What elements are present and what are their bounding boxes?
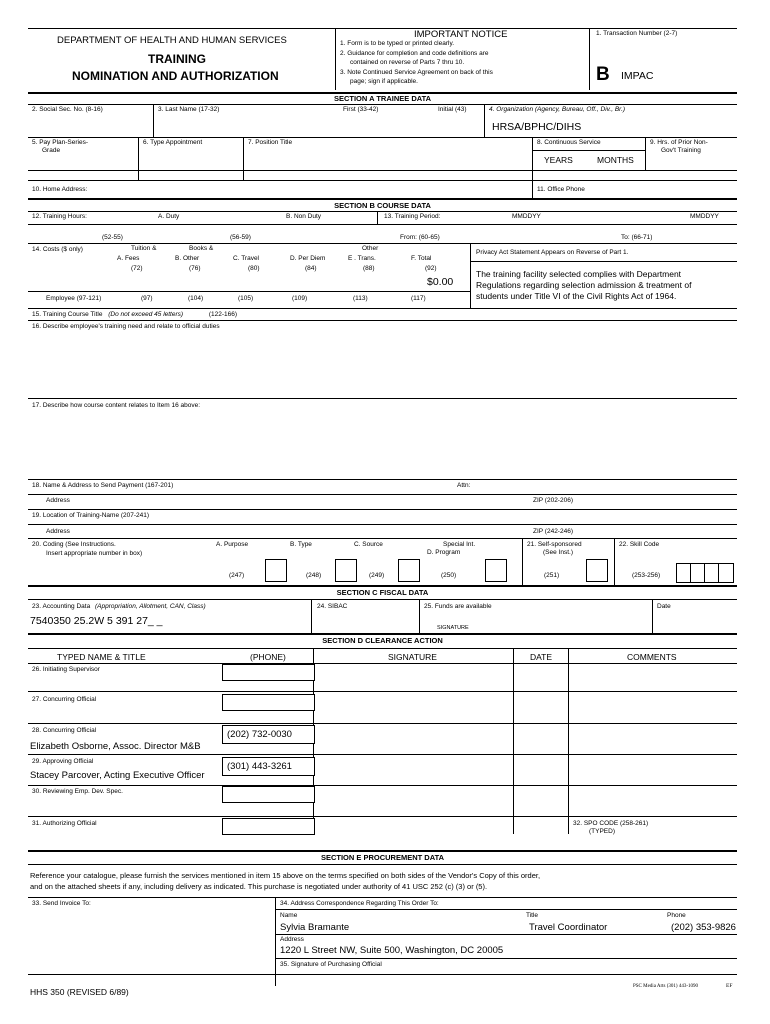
comments-header: COMMENTS	[627, 652, 677, 662]
notice-item-1: 1. Form is to be typed or printed clearly.	[340, 40, 455, 47]
notice-item-2a: 2. Guidance for completion and code definitions are	[340, 50, 489, 57]
home-address-label: 10. Home Address:	[32, 186, 88, 193]
section-b-title: SECTION B COURSE DATA	[334, 201, 431, 210]
per-diem-label: D. Per Diem	[290, 255, 326, 262]
first-name-label: First (33-42)	[343, 106, 379, 113]
funds-date-label: Date	[657, 603, 671, 610]
employee-label: Employee (97-121)	[46, 295, 102, 302]
purpose-code-box[interactable]	[265, 559, 287, 582]
coding-instructions: Insert appropriate number in box)	[46, 550, 143, 557]
self-sponsored-code: (251)	[544, 572, 560, 579]
typed-name-header: TYPED NAME & TITLE	[57, 652, 146, 662]
costs-label: 14. Costs ($ only)	[32, 246, 83, 253]
publisher-note: PSC Media Arts (301) 443-1090	[633, 984, 698, 989]
tuition-label-b: A. Fees	[117, 255, 140, 262]
appointment-type-label: 6. Type Appointment	[143, 139, 203, 146]
procurement-text-2: and on the attached sheets if any, including delivery as indicated. This purchase is negotiated under authority of 41 USC 252 (c) (3) or (5).	[30, 882, 488, 891]
course-title-label	[32, 312, 237, 319]
continuous-service-label: 8. Continuous Service	[537, 139, 601, 146]
source-label: C. Source	[354, 541, 383, 548]
books-label-a: Books &	[189, 245, 214, 252]
training-need-label: 16. Describe employee's training need and relate to official duties	[32, 323, 220, 330]
employee-code-113: (113)	[353, 295, 368, 302]
section-a-title: SECTION A TRAINEE DATA	[333, 94, 432, 103]
notice-item-3a: 3. Note Continued Service Agreement on back of this	[340, 69, 493, 76]
address-correspondence-label: 34. Address Correspondence Regarding This Order To:	[280, 900, 439, 907]
purpose-label: A. Purpose	[216, 541, 249, 548]
concurring-official-2-label: 28. Concurring Official	[32, 727, 97, 734]
to-date-format: MMDDYY	[690, 213, 719, 220]
skill-code-code: (253-256)	[632, 572, 661, 579]
reviewing-specialist-phone[interactable]	[222, 786, 315, 803]
concurring-official-1-label: 27. Concurring Official	[32, 696, 97, 703]
training-location-label: 19. Location of Training-Name (207-241)	[32, 512, 150, 519]
send-invoice-label: 33. Send Invoice To:	[32, 900, 91, 907]
privacy-act-statement: Privacy Act Statement Appears on Reverse of Part 1.	[476, 249, 629, 256]
duty-label: A. Duty	[158, 213, 180, 220]
civil-rights-line-3: students under Title VI of the Civil Rights Act of 1964.	[476, 291, 677, 301]
purpose-code: (247)	[229, 572, 245, 579]
employee-code-117: (117)	[411, 295, 426, 302]
type-code-box[interactable]	[335, 559, 357, 582]
contact-phone-value[interactable]: (202) 353-9826	[671, 922, 736, 933]
employee-code-109: (109)	[292, 295, 308, 302]
office-phone-label: 11. Office Phone	[537, 186, 585, 193]
self-sponsored-label: 21. Self-sponsored	[527, 541, 582, 548]
contact-address-label: Address	[280, 936, 304, 943]
pay-plan-label-grade: Grade	[42, 147, 61, 154]
course-title-text: 15. Training Course Title	[32, 311, 103, 318]
form-title-training: TRAINING	[148, 52, 206, 66]
civil-rights-line-2: Regulations regarding selection admission & treatment of	[476, 280, 692, 290]
department-name: DEPARTMENT OF HEALTH AND HUMAN SERVICES	[57, 35, 287, 46]
training-period-label: 13. Training Period:	[384, 213, 441, 220]
course-title-note: (Do not exceed 45 letters)	[108, 311, 184, 318]
form-number: HHS 350 (REVISED 6/89)	[30, 987, 129, 997]
transaction-number-label: 1. Transaction Number (2-7)	[596, 30, 678, 37]
total-cost-value[interactable]: $0.00	[427, 276, 454, 288]
position-title-label: 7. Position Title	[248, 139, 293, 146]
contact-name-value[interactable]: Sylvia Bramante	[280, 922, 350, 933]
ef-mark: EF	[726, 983, 733, 989]
duty-code: (52-55)	[102, 234, 123, 241]
concurring-official-2-name[interactable]: Elizabeth Osborne, Assoc. Director M&B	[30, 741, 201, 752]
authorizing-official-phone[interactable]	[222, 818, 315, 835]
skill-code-label: 22. Skill Code	[619, 541, 660, 548]
prior-training-label: 9. Hrs. of Prior Non-	[650, 139, 708, 146]
initial-label: Initial (43)	[438, 106, 467, 113]
course-content-label: 17. Describe how course content relates to Item 16 above:	[32, 402, 201, 409]
months-label: MONTHS	[597, 155, 634, 165]
notice-item-2b: contained on reverse of Parts 7 thru 10.	[350, 59, 465, 66]
pay-plan-label: 5. Pay Plan-Series-	[32, 139, 88, 146]
authorizing-official-label: 31. Authorizing Official	[32, 820, 97, 827]
travel-label: C. Travel	[233, 255, 260, 262]
special-program-box[interactable]	[485, 559, 507, 582]
approving-official-phone[interactable]: (301) 443-3261	[227, 761, 292, 772]
reviewing-specialist-label: 30. Reviewing Emp. Dev. Spec.	[32, 788, 123, 795]
contact-title-value[interactable]: Travel Coordinator	[529, 922, 608, 933]
procurement-text-1: Reference your catalogue, please furnish the services mentioned in item 15 above on the terms specified on both sides of the Vendor's Copy of this order,	[30, 871, 541, 880]
course-title-code: (122-166)	[208, 311, 238, 318]
signature-header: SIGNATURE	[388, 652, 437, 662]
funds-signature-label: SIGNATURE	[437, 625, 469, 631]
notice-item-3b: page; sign if applicable.	[350, 78, 418, 85]
source-code-box[interactable]	[398, 559, 420, 582]
last-name-label: 3. Last Name (17-32)	[158, 106, 220, 113]
books-code: (76)	[189, 265, 201, 272]
date-header: DATE	[530, 652, 553, 662]
initiating-supervisor-phone[interactable]	[222, 664, 315, 681]
training-hours-label: 12. Training Hours:	[32, 213, 87, 220]
tuition-label-a: Tuition &	[131, 245, 157, 252]
concurring-official-1-phone[interactable]	[222, 694, 315, 711]
contact-name-label: Name	[280, 912, 298, 919]
spo-code-typed: (TYPED)	[589, 828, 615, 835]
accounting-data-text: 23. Accounting Data	[32, 603, 91, 610]
section-e-title: SECTION E PROCUREMENT DATA	[320, 853, 445, 862]
civil-rights-line-1: The training facility selected complies with Department	[476, 269, 682, 279]
organization-value[interactable]: HRSA/BPHC/DIHS	[492, 121, 582, 133]
payment-zip-label: ZIP (202-206)	[533, 497, 573, 504]
prior-training-label-b: Gov't Training	[661, 147, 701, 154]
payment-name-label: 18. Name & Address to Send Payment (167-201)	[32, 482, 174, 489]
accounting-data-label	[32, 604, 206, 611]
other-trans-label-a: Other	[362, 245, 379, 252]
travel-code: (80)	[248, 265, 260, 272]
self-sponsored-box[interactable]	[586, 559, 608, 582]
from-date-code: From: (60-65)	[400, 234, 440, 241]
non-duty-code: (56-59)	[230, 234, 251, 241]
contact-title-label: Title	[526, 912, 539, 919]
per-diem-code: (84)	[305, 265, 317, 272]
location-zip-label: ZIP (242-246)	[533, 528, 573, 535]
phone-header: (PHONE)	[250, 652, 286, 662]
approving-official-label: 29. Approving Official	[32, 758, 94, 765]
other-trans-label-b: E . Trans.	[348, 255, 376, 262]
impac-label: IMPAC	[621, 70, 654, 82]
contact-address-value[interactable]: 1220 L Street NW, Suite 500, Washington, DC 20005	[280, 945, 504, 956]
self-sponsored-note: (See Inst.)	[543, 549, 573, 556]
approving-official-name[interactable]: Stacey Parcover, Acting Executive Officer	[30, 770, 205, 781]
special-program-label-b: D. Program	[427, 549, 461, 556]
purchasing-signature-label: 35. Signature of Purchasing Official	[280, 961, 382, 968]
total-label: F. Total	[411, 255, 432, 262]
accounting-data-note: (Appropriation, Allotment, CAN, Class)	[95, 603, 206, 610]
employee-code-97: (97)	[141, 295, 153, 302]
accounting-data-value[interactable]: 7540350 25.2W 5 391 27_ _	[30, 615, 163, 627]
from-date-format: MMDDYY	[512, 213, 541, 220]
location-address-label: Address	[46, 528, 70, 535]
attn-label: Attn:	[457, 482, 471, 489]
type-code: (248)	[306, 572, 322, 579]
spo-code-label: 32. SPO CODE (258-261)	[573, 820, 649, 827]
years-label: YEARS	[544, 155, 573, 165]
source-code: (249)	[369, 572, 385, 579]
type-label: B. Type	[290, 541, 312, 548]
to-date-code: To: (66-71)	[621, 234, 653, 241]
funds-available-label: 25. Funds are available	[424, 603, 492, 610]
section-d-title: SECTION D CLEARANCE ACTION	[322, 636, 443, 645]
section-c-title: SECTION C FISCAL DATA	[336, 588, 429, 597]
concurring-official-2-phone[interactable]: (202) 732-0030	[227, 729, 292, 740]
ssn-label: 2. Social Sec. No. (8-16)	[32, 106, 103, 113]
form-letter-b: B	[596, 64, 610, 85]
total-code: (92)	[425, 265, 437, 272]
employee-code-105: (105)	[238, 295, 254, 302]
skill-code-box-4[interactable]	[718, 563, 734, 583]
tuition-code: (72)	[131, 265, 143, 272]
books-label-b: B. Other	[175, 255, 200, 262]
special-program-label-a: Special Int.	[443, 541, 476, 548]
organization-label: 4. Organization (Agency, Bureau, Off., Div., Br.)	[489, 106, 626, 113]
contact-phone-label: Phone	[667, 912, 686, 919]
sibac-label: 24. SIBAC	[317, 603, 348, 610]
non-duty-label: B. Non Duty	[286, 213, 322, 220]
form-title-nomination: NOMINATION AND AUTHORIZATION	[72, 69, 279, 83]
other-trans-code: (88)	[363, 265, 375, 272]
special-program-code: (250)	[441, 572, 457, 579]
payment-address-label: Address	[46, 497, 70, 504]
initiating-supervisor-label: 26. Initiating Supervisor	[32, 666, 100, 673]
coding-label: 20. Coding (See Instructions.	[32, 541, 116, 548]
employee-code-104: (104)	[188, 295, 204, 302]
important-notice-title: IMPORTANT NOTICE	[414, 29, 508, 40]
